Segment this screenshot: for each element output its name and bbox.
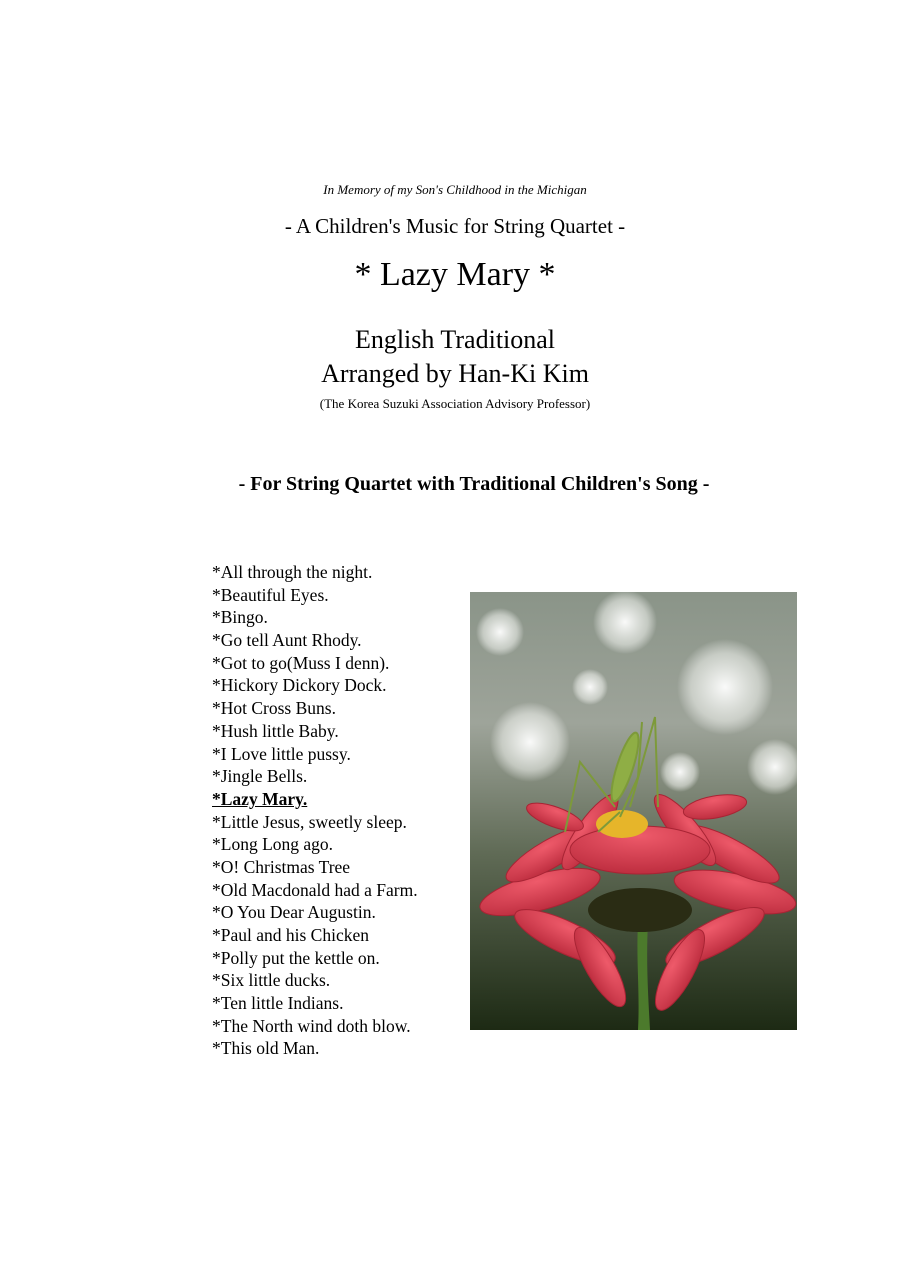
song-item: *Ten little Indians. — [212, 993, 344, 1014]
song-item: *O! Christmas Tree — [212, 856, 351, 877]
song-item-current: *Lazy Mary. — [212, 788, 308, 809]
subtitle: - A Children's Music for String Quartet - — [284, 214, 626, 238]
flower-center — [588, 888, 692, 932]
song-item: *Long Long ago. — [212, 834, 334, 855]
flower-photo — [470, 592, 797, 1030]
song-item: *Polly put the kettle on. — [212, 947, 380, 968]
song-item: *Go tell Aunt Rhody. — [212, 630, 362, 651]
song-item: *This old Man. — [212, 1038, 320, 1059]
song-item: *O You Dear Augustin. — [212, 902, 376, 923]
page-title: * Lazy Mary * — [354, 256, 556, 293]
song-item: *Hot Cross Buns. — [212, 698, 336, 719]
song-item: *Got to go(Muss I denn). — [212, 652, 390, 673]
song-item: *Beautiful Eyes. — [212, 584, 329, 605]
song-item: *Paul and his Chicken — [212, 925, 369, 945]
song-item: *I Love little pussy. — [212, 743, 351, 764]
song-item: *Hickory Dickory Dock. — [212, 675, 387, 696]
song-item: *Bingo. — [212, 607, 268, 628]
song-item: *Hush little Baby. — [212, 720, 339, 741]
song-list — [212, 561, 418, 1060]
section-heading: - For String Quartet with Traditional Children's Song - — [238, 473, 710, 495]
song-item: *All through the night. — [212, 562, 373, 582]
song-item: *Old Macdonald had a Farm. — [212, 879, 418, 900]
arranger-affiliation: (The Korea Suzuki Association Advisory Professor) — [319, 396, 591, 411]
song-item: *Six little ducks. — [212, 970, 331, 991]
song-item: *Jingle Bells. — [212, 766, 308, 787]
arranger-line: Arranged by Han-Ki Kim — [321, 359, 589, 388]
song-item: *Little Jesus, sweetly sleep. — [212, 811, 407, 832]
song-item: *The North wind doth blow. — [212, 1015, 411, 1036]
composer-line: English Traditional — [354, 325, 556, 354]
dedication-text: In Memory of my Son's Childhood in the Michigan — [323, 182, 587, 197]
